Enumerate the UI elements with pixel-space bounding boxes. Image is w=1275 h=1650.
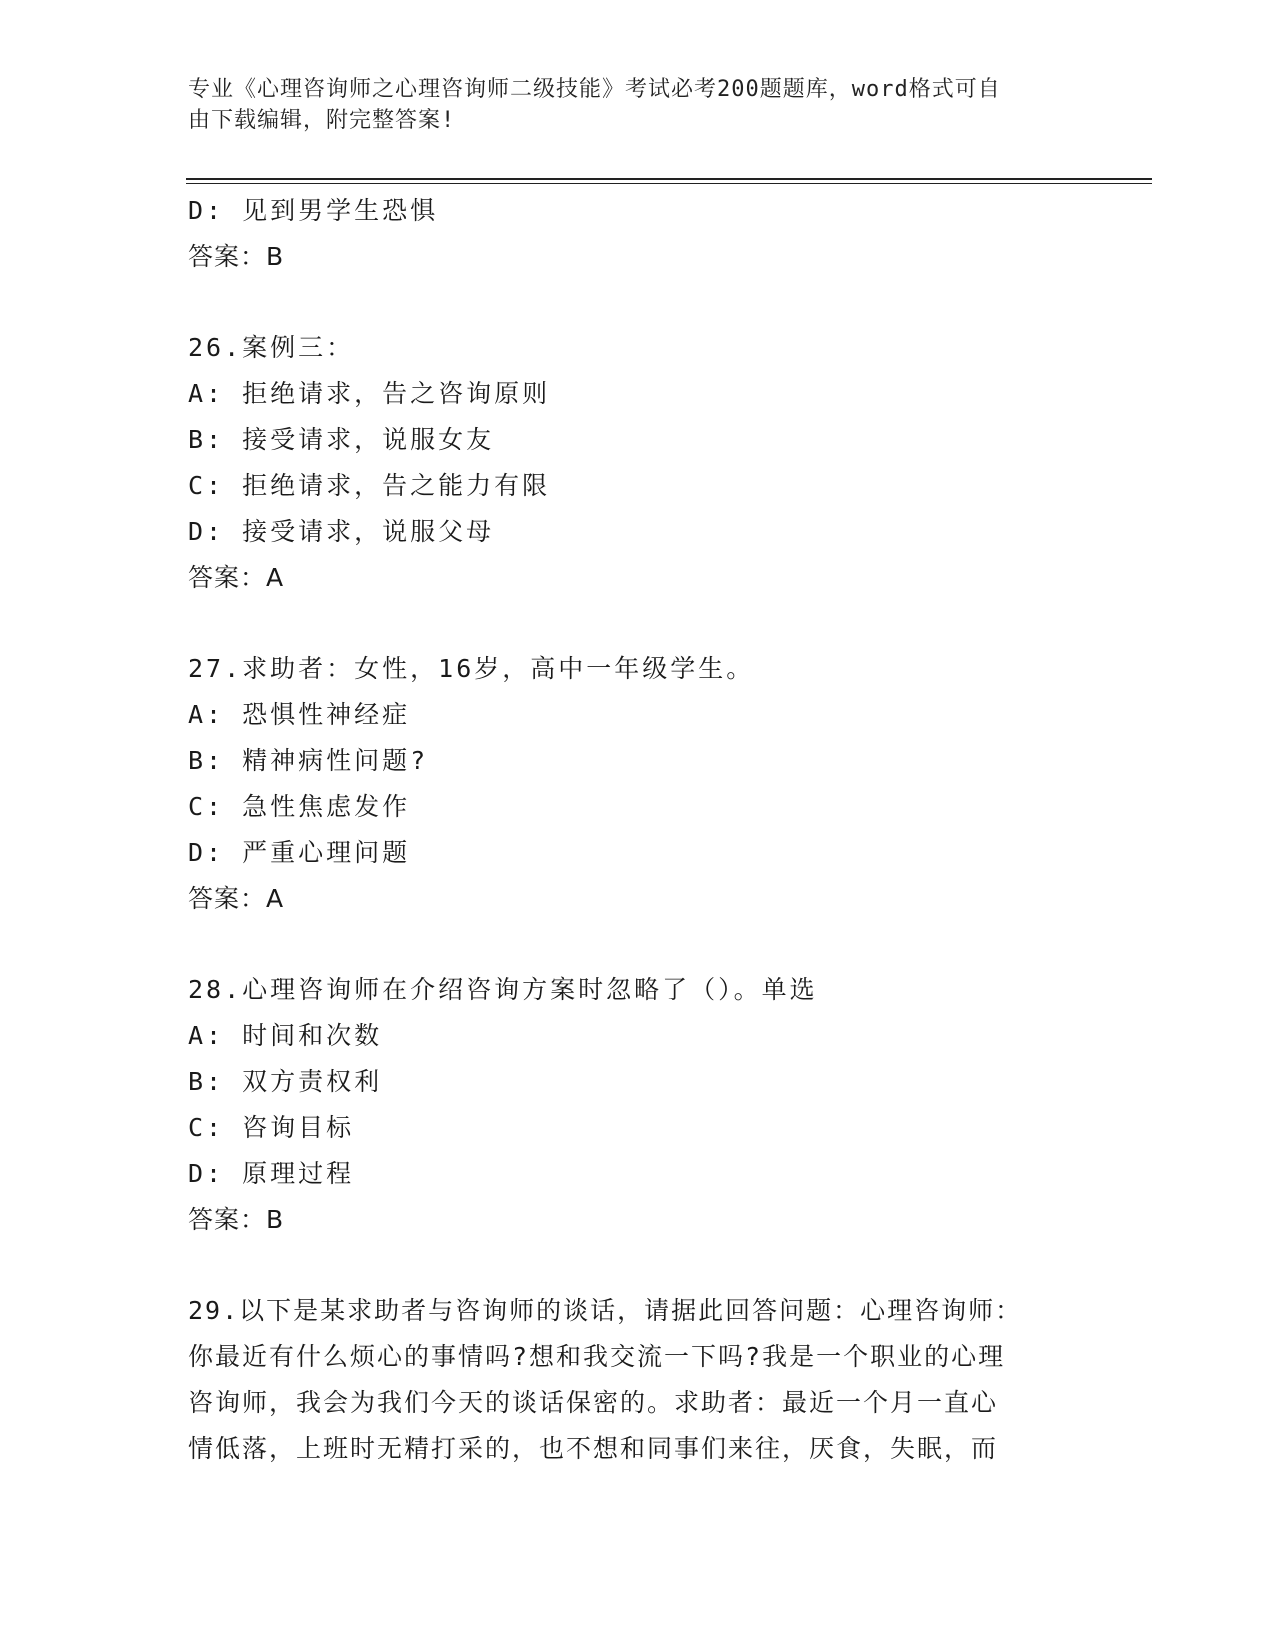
q26-option-d: D: 接受请求，说服父母	[188, 517, 495, 546]
q28-stem: 28.心理咨询师在介绍咨询方案时忽略了（）。单选	[188, 975, 818, 1004]
q27-answer: 答案：A	[188, 884, 285, 913]
header-divider-thick	[186, 178, 1152, 180]
q29-line-2: 你最近有什么烦心的事情吗?想和我交流一下吗?我是一个职业的心理	[188, 1342, 1006, 1371]
spacer	[188, 922, 1068, 967]
question-content	[188, 188, 1068, 1472]
q26-option-c: C: 拒绝请求，告之能力有限	[188, 471, 551, 500]
q28-option-c: C: 咨询目标	[188, 1113, 355, 1142]
q25-answer: 答案：B	[188, 242, 285, 271]
spacer	[188, 1243, 1068, 1288]
header-line-2: 由下载编辑，附完整答案!	[188, 108, 456, 133]
q29-line-1: 29.以下是某求助者与咨询师的谈话，请据此回答问题：心理咨询师：	[188, 1296, 1023, 1325]
q27-option-c: C: 急性焦虑发作	[188, 792, 411, 821]
q26-option-a: A: 拒绝请求，告之咨询原则	[188, 379, 551, 408]
q26-stem: 26.案例三：	[188, 333, 355, 362]
spacer	[188, 601, 1068, 646]
q26-option-b: B: 接受请求，说服女友	[188, 425, 495, 454]
q28-answer: 答案：B	[188, 1205, 285, 1234]
q28-option-b: B: 双方责权利	[188, 1067, 383, 1096]
q29-line-3: 咨询师，我会为我们今天的谈话保密的。求助者：最近一个月一直心	[188, 1388, 999, 1417]
q29-line-4: 情低落，上班时无精打采的，也不想和同事们来往，厌食，失眠，而	[188, 1434, 999, 1463]
q28-option-d: D: 原理过程	[188, 1159, 355, 1188]
q26-answer: 答案：A	[188, 563, 285, 592]
q28-option-a: A: 时间和次数	[188, 1021, 383, 1050]
q27-option-d: D: 严重心理问题	[188, 838, 411, 867]
spacer	[188, 280, 1068, 325]
q27-stem: 27.求助者：女性，16岁，高中一年级学生。	[188, 654, 755, 683]
q25-option-d: D: 见到男学生恐惧	[188, 196, 439, 225]
q27-option-a: A: 恐惧性神经症	[188, 700, 411, 729]
q29-stem	[188, 1288, 1068, 1472]
q27-option-b: B: 精神病性问题?	[188, 746, 429, 775]
header-divider-thin	[186, 183, 1152, 184]
document-header	[188, 74, 1068, 136]
header-line-1: 专业《心理咨询师之心理咨询师二级技能》考试必考200题题库，word格式可自	[188, 77, 1001, 102]
